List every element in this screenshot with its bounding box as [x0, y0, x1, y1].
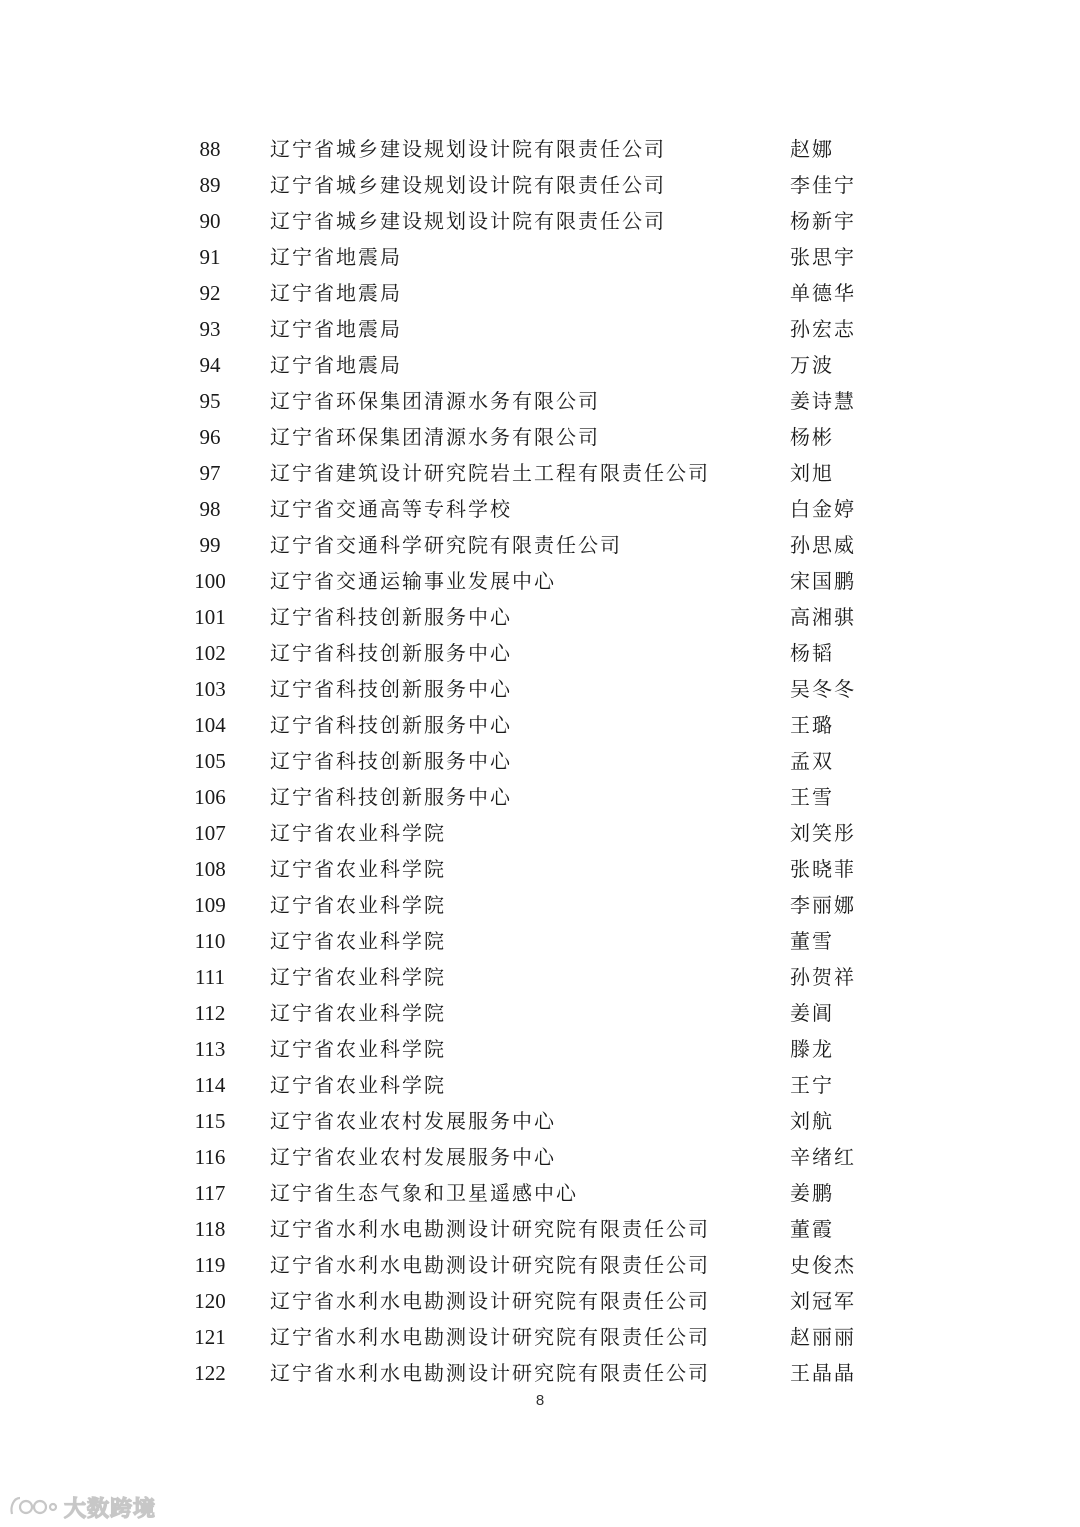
- row-organization: 辽宁省科技创新服务中心: [270, 641, 512, 665]
- table-row: [0, 1283, 1080, 1319]
- row-number: 107: [194, 821, 226, 845]
- row-number: 113: [194, 1037, 226, 1061]
- table-row: [0, 275, 1080, 311]
- row-number: 93: [199, 317, 221, 341]
- row-person-name: 张思宇: [790, 245, 856, 269]
- row-person-name: 姜鹏: [790, 1181, 834, 1205]
- row-number: 102: [194, 641, 226, 665]
- table-row: [0, 383, 1080, 419]
- table-row: [0, 1175, 1080, 1211]
- row-person-name: 高湘骐: [790, 605, 856, 629]
- table-row: [0, 1067, 1080, 1103]
- row-person-name: 王晶晶: [790, 1361, 856, 1385]
- row-number: 120: [194, 1289, 226, 1313]
- table-row: [0, 635, 1080, 671]
- row-person-name: 孙贺祥: [790, 965, 856, 989]
- row-organization: 辽宁省水利水电勘测设计研究院有限责任公司: [270, 1253, 710, 1277]
- table-row: [0, 1211, 1080, 1247]
- row-number: 110: [194, 929, 226, 953]
- row-person-name: 孙宏志: [790, 317, 856, 341]
- row-organization: 辽宁省农业科学院: [270, 965, 446, 989]
- table-row: [0, 671, 1080, 707]
- row-person-name: 杨新宇: [790, 209, 856, 233]
- row-organization: 辽宁省农业科学院: [270, 1037, 446, 1061]
- table-row: [0, 1139, 1080, 1175]
- table-row: [0, 815, 1080, 851]
- row-number: 112: [194, 1001, 226, 1025]
- table-row: [0, 131, 1080, 167]
- table-row: [0, 455, 1080, 491]
- row-number: 111: [195, 965, 225, 989]
- row-organization: 辽宁省水利水电勘测设计研究院有限责任公司: [270, 1289, 710, 1313]
- row-organization: 辽宁省水利水电勘测设计研究院有限责任公司: [270, 1361, 710, 1385]
- name-list: [0, 131, 1080, 1391]
- watermark: [8, 1492, 156, 1522]
- table-row: [0, 167, 1080, 203]
- table-row: [0, 419, 1080, 455]
- table-row: [0, 347, 1080, 383]
- row-person-name: 吴冬冬: [790, 677, 856, 701]
- row-organization: 辽宁省农业农村发展服务中心: [270, 1145, 556, 1169]
- table-row: [0, 707, 1080, 743]
- row-person-name: 杨彬: [790, 425, 834, 449]
- row-organization: 辽宁省农业科学院: [270, 1073, 446, 1097]
- row-organization: 辽宁省科技创新服务中心: [270, 749, 512, 773]
- row-number: 116: [194, 1145, 226, 1169]
- table-row: [0, 1355, 1080, 1391]
- row-person-name: 万波: [790, 353, 834, 377]
- row-number: 92: [199, 281, 221, 305]
- row-person-name: 杨韬: [790, 641, 834, 665]
- row-person-name: 姜诗慧: [790, 389, 856, 413]
- row-organization: 辽宁省科技创新服务中心: [270, 605, 512, 629]
- row-organization: 辽宁省水利水电勘测设计研究院有限责任公司: [270, 1217, 710, 1241]
- row-person-name: 孟双: [790, 749, 834, 773]
- row-organization: 辽宁省农业科学院: [270, 821, 446, 845]
- row-person-name: 董雪: [790, 929, 834, 953]
- row-organization: 辽宁省农业科学院: [270, 1001, 446, 1025]
- row-organization: 辽宁省科技创新服务中心: [270, 713, 512, 737]
- row-organization: 辽宁省农业科学院: [270, 929, 446, 953]
- row-organization: 辽宁省科技创新服务中心: [270, 677, 512, 701]
- row-person-name: 刘航: [790, 1109, 834, 1133]
- row-number: 88: [199, 137, 221, 161]
- row-number: 122: [194, 1361, 226, 1385]
- row-organization: 辽宁省交通高等专科学校: [270, 497, 512, 521]
- row-person-name: 王雪: [790, 785, 834, 809]
- row-person-name: 董霞: [790, 1217, 834, 1241]
- row-number: 118: [194, 1217, 226, 1241]
- row-number: 106: [194, 785, 226, 809]
- row-person-name: 刘笑彤: [790, 821, 856, 845]
- row-organization: 辽宁省交通运输事业发展中心: [270, 569, 556, 593]
- row-number: 103: [194, 677, 226, 701]
- row-organization: 辽宁省城乡建设规划设计院有限责任公司: [270, 173, 666, 197]
- table-row: [0, 239, 1080, 275]
- row-person-name: 单德华: [790, 281, 856, 305]
- row-person-name: 史俊杰: [790, 1253, 856, 1277]
- row-person-name: 宋国鹏: [790, 569, 856, 593]
- table-row: [0, 1031, 1080, 1067]
- table-row: [0, 1103, 1080, 1139]
- watermark-text: 大数跨境: [64, 1496, 157, 1522]
- row-number: 109: [194, 893, 226, 917]
- row-number: 117: [194, 1181, 226, 1205]
- row-organization: 辽宁省建筑设计研究院岩土工程有限责任公司: [270, 461, 710, 485]
- row-organization: 辽宁省环保集团清源水务有限公司: [270, 425, 600, 449]
- row-number: 95: [199, 389, 221, 413]
- row-organization: 辽宁省地震局: [270, 245, 402, 269]
- row-organization: 辽宁省农业农村发展服务中心: [270, 1109, 556, 1133]
- row-person-name: 刘旭: [790, 461, 834, 485]
- row-person-name: 白金婷: [790, 497, 856, 521]
- table-row: [0, 491, 1080, 527]
- row-person-name: 姜阊: [790, 1001, 834, 1025]
- table-row: [0, 851, 1080, 887]
- table-row: [0, 743, 1080, 779]
- table-row: [0, 1319, 1080, 1355]
- row-person-name: 李佳宁: [790, 173, 856, 197]
- table-row: [0, 311, 1080, 347]
- row-person-name: 王璐: [790, 713, 834, 737]
- table-row: [0, 527, 1080, 563]
- row-organization: 辽宁省农业科学院: [270, 857, 446, 881]
- row-number: 89: [199, 173, 221, 197]
- row-person-name: 孙思威: [790, 533, 856, 557]
- row-number: 114: [194, 1073, 226, 1097]
- row-number: 97: [199, 461, 221, 485]
- row-person-name: 王宁: [790, 1073, 834, 1097]
- table-row: [0, 995, 1080, 1031]
- row-number: 108: [194, 857, 226, 881]
- row-number: 100: [194, 569, 226, 593]
- row-number: 98: [199, 497, 221, 521]
- row-organization: 辽宁省生态气象和卫星遥感中心: [270, 1181, 578, 1205]
- table-row: [0, 887, 1080, 923]
- table-row: [0, 923, 1080, 959]
- row-number: 91: [199, 245, 221, 269]
- page-number: 8: [535, 1392, 545, 1409]
- row-number: 101: [194, 605, 226, 629]
- row-number: 105: [194, 749, 226, 773]
- row-number: 96: [199, 425, 221, 449]
- row-number: 90: [199, 209, 221, 233]
- row-number: 99: [199, 533, 221, 557]
- row-organization: 辽宁省地震局: [270, 281, 402, 305]
- table-row: [0, 563, 1080, 599]
- row-organization: 辽宁省环保集团清源水务有限公司: [270, 389, 600, 413]
- row-organization: 辽宁省地震局: [270, 317, 402, 341]
- row-person-name: 赵丽丽: [790, 1325, 856, 1349]
- row-person-name: 李丽娜: [790, 893, 856, 917]
- row-organization: 辽宁省城乡建设规划设计院有限责任公司: [270, 137, 666, 161]
- row-organization: 辽宁省科技创新服务中心: [270, 785, 512, 809]
- row-person-name: 滕龙: [790, 1037, 834, 1061]
- row-number: 94: [199, 353, 221, 377]
- table-row: [0, 1247, 1080, 1283]
- row-person-name: 张晓菲: [790, 857, 856, 881]
- row-organization: 辽宁省城乡建设规划设计院有限责任公司: [270, 209, 666, 233]
- row-person-name: 赵娜: [790, 137, 834, 161]
- row-number: 104: [194, 713, 226, 737]
- table-row: [0, 203, 1080, 239]
- table-row: [0, 599, 1080, 635]
- row-organization: 辽宁省地震局: [270, 353, 402, 377]
- row-organization: 辽宁省交通科学研究院有限责任公司: [270, 533, 622, 557]
- brand-logo-icon: [8, 1494, 58, 1520]
- table-row: [0, 959, 1080, 995]
- row-person-name: 辛绪红: [790, 1145, 856, 1169]
- row-number: 121: [194, 1325, 226, 1349]
- table-row: [0, 779, 1080, 815]
- row-organization: 辽宁省水利水电勘测设计研究院有限责任公司: [270, 1325, 710, 1349]
- row-person-name: 刘冠军: [790, 1289, 856, 1313]
- row-organization: 辽宁省农业科学院: [270, 893, 446, 917]
- row-number: 119: [194, 1253, 226, 1277]
- row-number: 115: [194, 1109, 226, 1133]
